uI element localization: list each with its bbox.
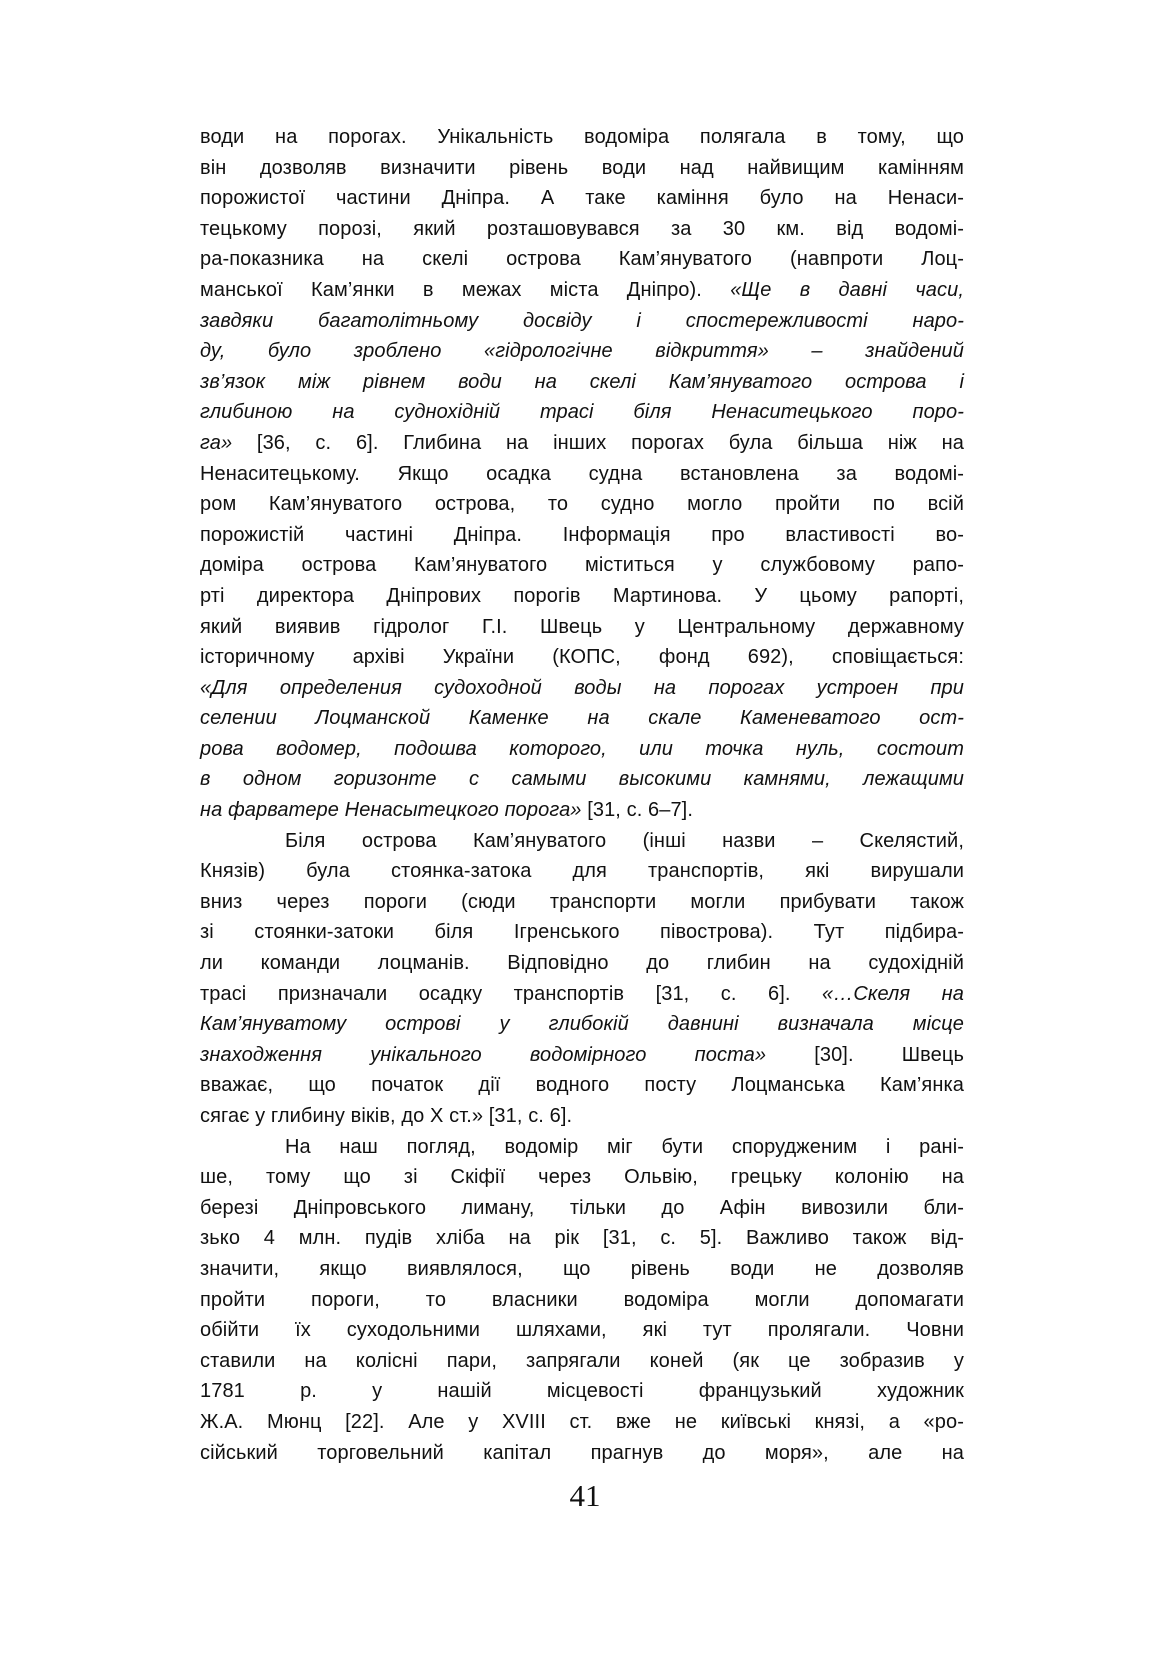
text-segment-regular: ли команди лоцманів. Відповідно до глибин на судохідній [200, 952, 964, 975]
text-line [200, 887, 964, 918]
text-line [200, 1101, 964, 1132]
text-segment-regular: [31, с. 6–7]. [581, 799, 693, 822]
text-segment-regular: ра-показника на скелі острова Кам’януватого (навпроти Лоц- [200, 248, 964, 271]
text-line [200, 1438, 964, 1469]
text-segment-regular: історичному архіві України (КОПС, фонд 692), сповіщається: [200, 646, 964, 669]
text-line [200, 520, 964, 551]
text-line [200, 153, 964, 184]
text-segment-italic: «…Скеля на [822, 982, 964, 1005]
page-number: 41 [569, 1478, 601, 1513]
text-segment-italic: га» [200, 431, 233, 454]
text-line [200, 1285, 964, 1316]
text-segment-italic: селении Лоцманской Каменке на скале Каменеватого ост- [200, 707, 964, 730]
text-segment-regular: зі стоянки-затоки біля Ігренського півострова). Тут підбира- [200, 921, 964, 944]
text-segment-regular: ром Кам’януватого острова, то судно могло пройти по всій [200, 493, 964, 516]
text-segment-italic: рова водомер, подошва которого, или точка нуль, состоит [200, 737, 964, 760]
text-line [200, 1315, 964, 1346]
text-line [200, 1407, 964, 1438]
text-segment-italic: знаходження унікального водомірного поста» [200, 1043, 767, 1066]
text-segment-regular: Князів) була стоянка-затока для транспортів, які вирушали [200, 860, 964, 883]
text-segment-italic: завдяки багатолітньому досвіду і спостережливості наро- [200, 309, 964, 332]
text-line [200, 795, 964, 826]
text-line [200, 244, 964, 275]
text-segment-regular: манської Кам’янки в межах міста Дніпро). [200, 278, 731, 301]
text-line [200, 336, 964, 367]
text-segment-italic: «Для определения судоходной воды на порогах устроен при [200, 676, 964, 699]
text-line [200, 1223, 964, 1254]
text-segment-italic: на фарватере Ненасытецкого порога» [200, 799, 582, 822]
text-line [200, 1070, 964, 1101]
text-segment-regular: [36, с. 6]. Глибина на інших порогах була більша ніж на [232, 431, 964, 454]
text-line [200, 917, 964, 948]
text-segment-italic: в одном горизонте с самыми высокими камнями, лежащими [200, 768, 964, 791]
text-segment-regular: Ж.А. Мюнц [22]. Але у XVIII ст. вже не київські князі, а «ро- [200, 1410, 964, 1433]
text-segment-regular: доміра острова Кам’януватого міститься у службовому рапо- [200, 554, 964, 577]
text-segment-regular: трасі призначали осадку транспортів [31, с. 6]. [200, 982, 823, 1005]
text-line [200, 428, 964, 459]
text-segment-regular: сійський торговельний капітал прагнув до моря», але на [200, 1441, 964, 1464]
text-segment-italic: ду, було зроблено «гідрологічне відкриття» – знайдений [200, 340, 964, 363]
text-line [200, 764, 964, 795]
text-segment-regular: який виявив гідролог Г.І. Швець у Центральному державному [200, 615, 964, 638]
text-segment-italic: «Ще в давні часи, [730, 278, 964, 301]
text-line [200, 1162, 964, 1193]
text-segment-regular: порожистій частині Дніпра. Інформація про властивості во- [200, 523, 964, 546]
text-segment-regular: порожистої частини Дніпра. А таке каміння було на Ненаси- [200, 187, 964, 210]
text-segment-regular: На наш погляд, водомір міг бути спорудженим і рані- [285, 1135, 964, 1158]
text-segment-regular: вважає, що початок дії водного посту Лоцманська Кам’янка [200, 1074, 964, 1097]
text-line [200, 1193, 964, 1224]
text-segment-regular: 1781 р. у нашій місцевості французький художник [200, 1380, 964, 1403]
text-line [200, 612, 964, 643]
text-segment-italic: Кам’януватому острові у глибокій давнині визначала місце [200, 1013, 964, 1036]
text-line [200, 734, 964, 765]
text-line [200, 306, 964, 337]
text-line [200, 183, 964, 214]
text-segment-regular: зько 4 млн. пудів хліба на рік [31, с. 5]. Важливо також від- [200, 1227, 964, 1250]
text-segment-regular: води на порогах. Унікальність водоміра полягала в тому, що [200, 126, 964, 148]
text-segment-regular: Біля острова Кам’януватого (інші назви – Скелястий, [285, 829, 964, 852]
text-segment-regular: вниз через пороги (сюди транспорти могли прибувати також [200, 890, 964, 913]
text-segment-regular: тецькому порозі, який розташовувався за 30 км. від водомі- [200, 217, 964, 240]
text-line [200, 703, 964, 734]
text-line [200, 397, 964, 428]
text-line [200, 979, 964, 1010]
text-line [200, 948, 964, 979]
text-segment-regular: він дозволяв визначити рівень води над найвищим камінням [200, 156, 964, 179]
text-segment-regular: сягає у глибину віків, до X ст.» [31, с. 6]. [200, 1105, 573, 1127]
text-line [200, 1254, 964, 1285]
text-line [200, 581, 964, 612]
text-line [200, 459, 964, 490]
text-line [200, 1009, 964, 1040]
text-line [200, 1040, 964, 1071]
text-segment-regular: обійти їх суходольними шляхами, які тут пролягали. Човни [200, 1319, 964, 1342]
text-line [200, 275, 964, 306]
text-segment-regular: ставили на колісні пари, запрягали коней (як це зобразив у [200, 1349, 964, 1372]
text-line [200, 489, 964, 520]
text-line [200, 856, 964, 887]
text-line [200, 214, 964, 245]
text-line [200, 550, 964, 581]
text-line [200, 367, 964, 398]
text-segment-regular: ше, тому що зі Скіфії через Ольвію, грецьку колонію на [200, 1166, 964, 1189]
text-segment-regular: рті директора Дніпрових порогів Мартинова. У цьому рапорті, [200, 584, 964, 607]
text-segment-regular: [30]. Швець [766, 1043, 964, 1066]
text-line [200, 1132, 964, 1163]
text-line [200, 826, 964, 857]
text-line [200, 642, 964, 673]
text-line [200, 673, 964, 704]
text-segment-regular: березі Дніпровського лиману, тільки до Афін вивозили бли- [200, 1196, 964, 1219]
text-line [200, 122, 964, 153]
text-segment-regular: пройти пороги, то власники водоміра могли допомагати [200, 1288, 964, 1311]
text-segment-regular: Ненаситецькому. Якщо осадка судна встановлена за водомі- [200, 462, 964, 485]
body-text [200, 122, 964, 1468]
text-line [200, 1346, 964, 1377]
text-segment-regular: значити, якщо виявлялося, що рівень води не дозволяв [200, 1257, 964, 1280]
text-line [200, 1376, 964, 1407]
text-segment-italic: глибиною на суднохідній трасі біля Ненаситецького поро- [200, 401, 964, 424]
text-segment-italic: зв’язок між рівнем води на скелі Кам’януватого острова і [200, 370, 964, 393]
